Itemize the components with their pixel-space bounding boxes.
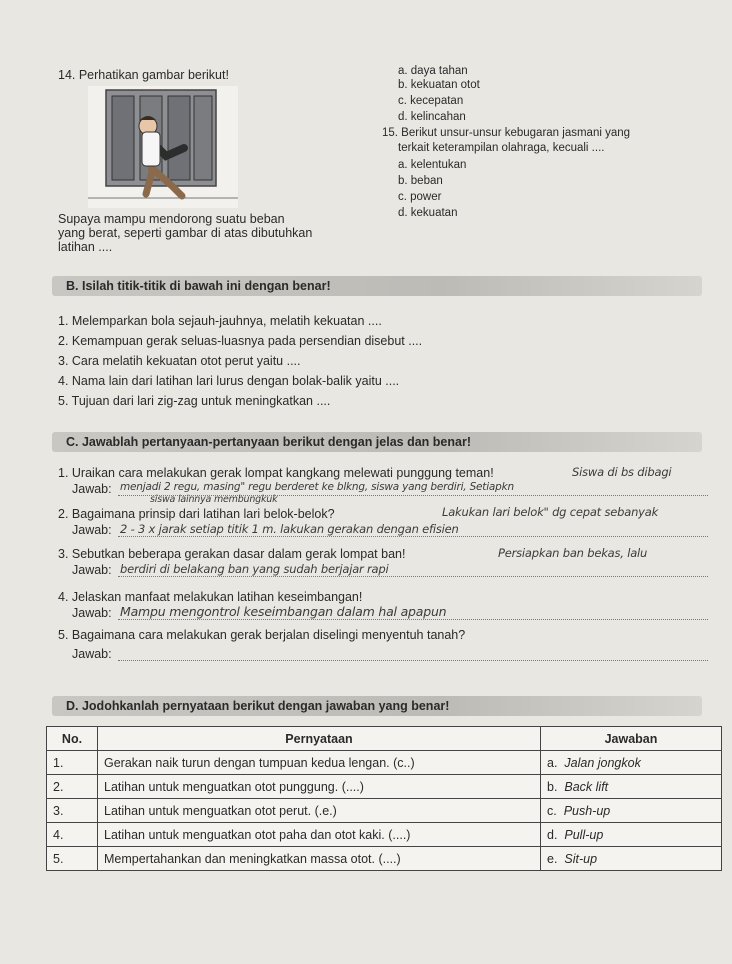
row-answer	[541, 823, 722, 847]
section-c-question-4: 4. Jelaskan manfaat melakukan latihan keseimbangan!	[58, 590, 363, 604]
row-number: 1.	[47, 751, 98, 775]
row-number: 3.	[47, 799, 98, 823]
handwritten-answer-4-line: Mampu mengontrol keseimbangan dalam hal apapun	[120, 604, 447, 619]
section-d-title: D. Jodohkanlah pernyataan berikut dengan jawaban yang benar!	[66, 699, 450, 713]
section-b-title: B. Isilah titik-titik di bawah ini dengan benar!	[66, 279, 331, 293]
q14-option-a: a. daya tahan	[398, 65, 468, 77]
table-header-row	[47, 727, 722, 751]
handwritten-answer-1-line2: siswa lainnya membungkuk	[150, 494, 278, 505]
row-answer	[541, 775, 722, 799]
header-no: No.	[47, 727, 98, 751]
answer-text: Back lift	[564, 779, 609, 794]
answer-text: Pull-up	[564, 827, 604, 842]
q14-stem-line1: Supaya mampu mendorong suatu beban	[58, 212, 285, 226]
handwritten-answer-2-start: Lakukan lari belok" dg cepat sebanyak	[442, 505, 659, 519]
section-b-item-5: 5. Tujuan dari lari zig-zag untuk meningkatkan ....	[58, 394, 331, 408]
q15-option-c: c. power	[398, 191, 442, 203]
section-c-question-3: 3. Sebutkan beberapa gerakan dasar dalam gerak lompat ban!	[58, 547, 406, 561]
q15-option-b: b. beban	[398, 175, 443, 187]
matching-table	[46, 726, 722, 871]
q14-option-d: d. kelincahan	[398, 111, 466, 123]
pushing-heavy-load-illustration	[88, 86, 238, 208]
answer-letter: b.	[547, 779, 558, 794]
q14-stem-line3: latihan ....	[58, 240, 113, 254]
row-answer	[541, 847, 722, 871]
row-statement: Gerakan naik turun dengan tumpuan kedua lengan. (c..)	[98, 751, 541, 775]
row-number: 2.	[47, 775, 98, 799]
jawab-label-3: Jawab:	[72, 563, 112, 577]
section-b-item-3: 3. Cara melatih kekuatan otot perut yaitu ....	[58, 354, 301, 368]
answer-letter: d.	[547, 827, 558, 842]
row-number: 5.	[47, 847, 98, 871]
handwritten-answer-2-line: 2 - 3 x jarak setiap titik 1 m. lakukan gerakan dengan efisien	[120, 522, 459, 536]
handwritten-answer-3-start: Persiapkan ban bekas, lalu	[498, 546, 648, 560]
section-c-question-1: 1. Uraikan cara melakukan gerak lompat kangkang melewati punggung teman!	[58, 466, 494, 480]
handwritten-answer-1-line1: menjadi 2 regu, masing" regu berderet ke blkng, siswa yang berdiri, Setiapkn	[120, 481, 514, 493]
answer-letter: a.	[547, 755, 558, 770]
row-answer	[541, 751, 722, 775]
row-statement: Mempertahankan dan meningkatkan massa otot. (....)	[98, 847, 541, 871]
jawab-label-2: Jawab:	[72, 523, 112, 537]
q15-option-a: a. kelentukan	[398, 159, 467, 171]
section-b-item-1: 1. Melemparkan bola sejauh-jauhnya, melatih kekuatan ....	[58, 314, 382, 328]
q14-option-b: b. kekuatan otot	[398, 79, 480, 91]
q15-line2: terkait keterampilan olahraga, kecuali ....	[398, 142, 605, 154]
q15-line1: 15. Berikut unsur-unsur kebugaran jasmani yang	[382, 127, 631, 139]
jawab-label-4: Jawab:	[72, 606, 112, 620]
answer-line-5	[118, 660, 708, 661]
q14-stem-line2: yang berat, seperti gambar di atas dibutuhkan	[58, 226, 313, 240]
section-c-question-2: 2. Bagaimana prinsip dari latihan lari belok-belok?	[58, 507, 335, 521]
header-pernyataan: Pernyataan	[98, 727, 541, 751]
answer-line-3	[118, 576, 708, 577]
row-statement: Latihan untuk menguatkan otot paha dan otot kaki. (....)	[98, 823, 541, 847]
section-b-item-2: 2. Kemampuan gerak seluas-luasnya pada persendian disebut ....	[58, 334, 423, 348]
header-jawaban: Jawaban	[541, 727, 722, 751]
handwritten-answer-3-line: berdiri di belakang ban yang sudah berjajar rapi	[120, 562, 389, 576]
row-answer	[541, 799, 722, 823]
table-row	[47, 847, 722, 871]
row-statement: Latihan untuk menguatkan otot punggung. (....)	[98, 775, 541, 799]
answer-text: Jalan jongkok	[564, 755, 641, 770]
jawab-label-5: Jawab:	[72, 647, 112, 661]
answer-line-2	[118, 536, 708, 537]
answer-letter: e.	[547, 851, 558, 866]
answer-line-4	[118, 619, 708, 620]
table-row	[47, 751, 722, 775]
q14-title: 14. Perhatikan gambar berikut!	[58, 68, 229, 82]
section-b-item-4: 4. Nama lain dari latihan lari lurus dengan bolak-balik yaitu ....	[58, 374, 400, 388]
table-row	[47, 775, 722, 799]
handwritten-answer-1-start: Siswa di bs dibagi	[572, 465, 672, 479]
row-number: 4.	[47, 823, 98, 847]
table-row	[47, 823, 722, 847]
q15-option-d: d. kekuatan	[398, 207, 458, 219]
section-c-title: C. Jawablah pertanyaan-pertanyaan berikut dengan jelas dan benar!	[66, 435, 471, 449]
answer-letter: c.	[547, 803, 557, 818]
jawab-label-1: Jawab:	[72, 482, 112, 496]
table-row	[47, 799, 722, 823]
answer-text: Sit-up	[564, 851, 598, 866]
row-statement: Latihan untuk menguatkan otot perut. (.e.)	[98, 799, 541, 823]
answer-text: Push-up	[563, 803, 611, 818]
section-c-question-5: 5. Bagaimana cara melakukan gerak berjalan diselingi menyentuh tanah?	[58, 628, 466, 642]
q14-option-c: c. kecepatan	[398, 95, 464, 107]
